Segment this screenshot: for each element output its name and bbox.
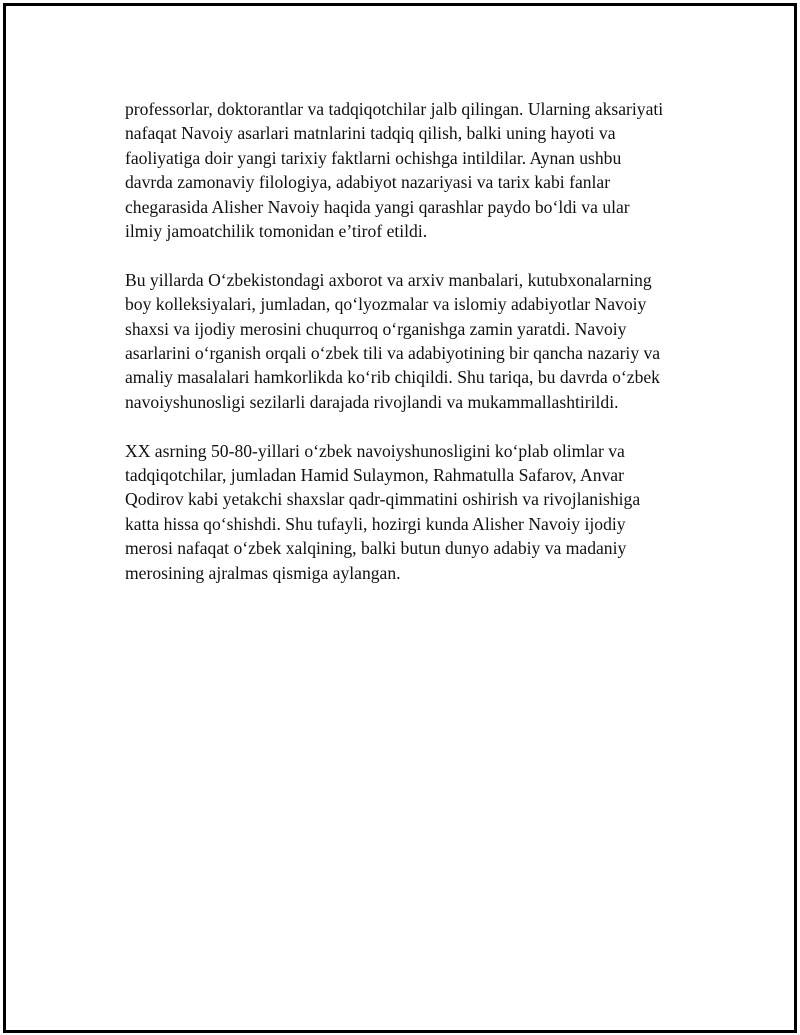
text-line: faoliyatiga doir yangi tarixiy faktlarni ochishga intildilar. Aynan ushbu — [125, 147, 622, 168]
paragraph-2 — [125, 268, 685, 414]
text-line: asarlarini o‘rganish orqali o‘zbek tili va adabiyotining bir qancha nazariy va — [125, 343, 661, 364]
text-line: nafaqat Navoiy asarlari matnlarini tadqiq qilish, balki uning hayoti va — [125, 123, 616, 144]
text-line: shaxsi va ijodiy merosini chuqurroq o‘rganishga zamin yaratdi. Navoiy — [125, 318, 627, 339]
text-line: davrda zamonaviy filologiya, adabiyot nazariyasi va tarix kabi fanlar — [125, 172, 611, 193]
text-line: XX asrning 50-80-yillari o‘zbek navoiyshunosligini ko‘plab olimlar va — [125, 440, 625, 461]
text-line: chegarasida Alisher Navoiy haqida yangi qarashlar paydo bo‘ldi va ular — [125, 196, 630, 217]
text-line: Bu yillarda O‘zbekistondagi axborot va arxiv manbalari, kutubxonalarning — [125, 269, 652, 290]
text-line: Qodirov kabi yetakchi shaxslar qadr-qimmatini oshirish va rivojlanishiga — [125, 489, 641, 510]
text-line: tadqiqotchilar, jumladan Hamid Sulaymon, Rahmatulla Safarov, Anvar — [125, 465, 624, 486]
text-line: amaliy masalalari hamkorlikda ko‘rib chiqildi. Shu tariqa, bu davrda o‘zbek — [125, 367, 660, 388]
page-border — [3, 3, 797, 1033]
text-line: ilmiy jamoatchilik tomonidan e’tirof etildi. — [125, 221, 428, 242]
text-line: katta hissa qo‘shishdi. Shu tufayli, hozirgi kunda Alisher Navoiy ijodiy — [125, 513, 626, 534]
text-line: navoiyshunosligi sezilarli darajada rivojlandi va mukammallashtirildi. — [125, 391, 619, 412]
text-line: merosi nafaqat o‘zbek xalqining, balki butun dunyo adabiy va madaniy — [125, 538, 627, 559]
text-line: professorlar, doktorantlar va tadqiqotchilar jalb qilingan. Ularning aksariyati — [125, 99, 664, 119]
document-body — [125, 97, 685, 609]
paragraph-3 — [125, 439, 685, 585]
text-line: merosining ajralmas qismiga aylangan. — [125, 562, 401, 583]
paragraph-1 — [125, 97, 685, 243]
text-line: boy kolleksiyalari, jumladan, qo‘lyozmalar va islomiy adabiyotlar Navoiy — [125, 294, 647, 315]
